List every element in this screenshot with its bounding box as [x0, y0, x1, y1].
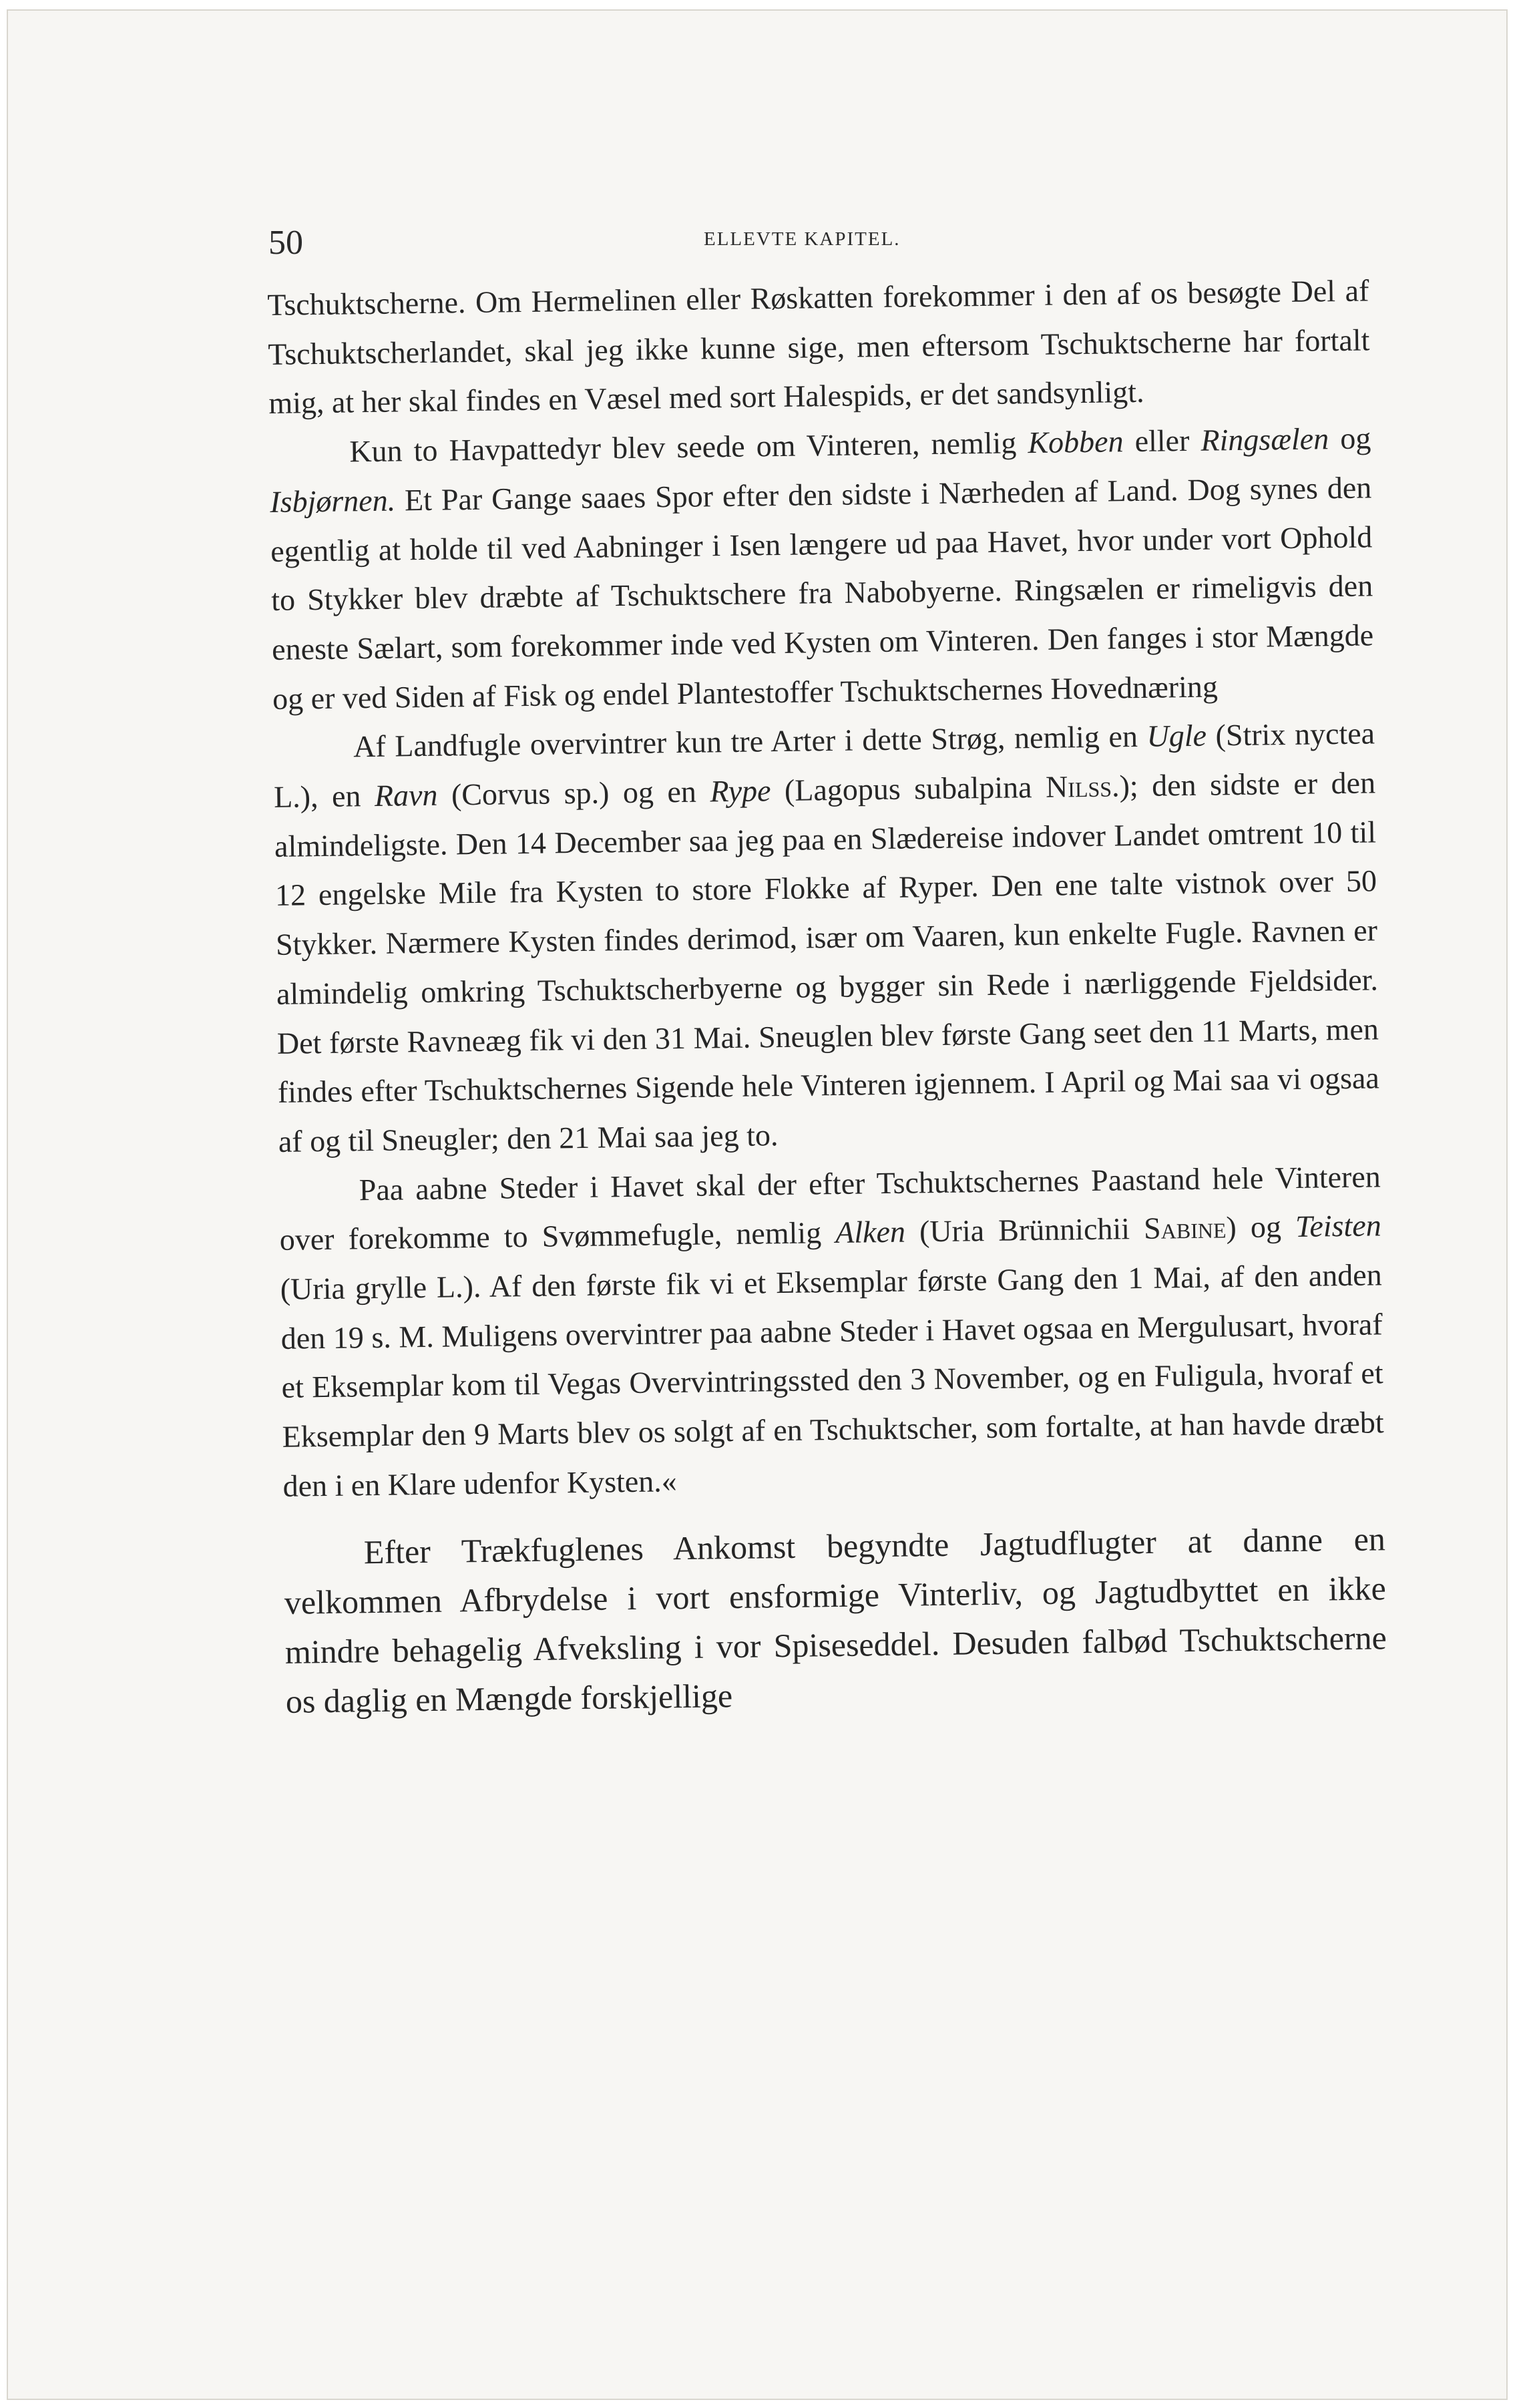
text-run: ) og: [1226, 1209, 1296, 1245]
text-run: og: [1328, 421, 1371, 456]
species-name: Ravn: [374, 777, 438, 813]
text-run: (Strix nyctea L.), en: [273, 716, 1375, 814]
page-number: 50: [268, 224, 303, 262]
species-name: Ugle: [1146, 718, 1207, 754]
paragraph-narrative: Efter Trækfuglenes Ankomst begyndte Jagtudflugter at danne en velkommen Afbrydelse i vort ensformige Vinterliv, og Jagtudbyttet en ikke mindre behagelig Afveksling i vor Spiseseddel. Desuden falbød Tschuktscherne os daglig en Mængde forskjellige: [284, 1519, 1387, 1720]
paragraph-sea-mammals: [269, 413, 1375, 723]
paragraph-land-birds: [273, 709, 1381, 1167]
species-name: Teisten: [1295, 1208, 1382, 1244]
species-name: Rype: [710, 773, 771, 809]
author-name: Nilss.: [1045, 769, 1120, 804]
text-run: (Uria Brünnichii: [905, 1211, 1144, 1249]
text-run: (Lagopus subalpina: [771, 769, 1046, 808]
author-name: Sabine: [1143, 1210, 1227, 1246]
species-name: Alken: [835, 1214, 906, 1250]
text-run: Af Landfugle overvintrer kun tre Arter i dette Strøg, nemlig en: [353, 719, 1147, 764]
text-run: Et Par Gange saaes Spor efter den sidste i Nærheden af Land. Dog synes den egentlig at holde til ved Aabninger i Isen længere ud paa Havet, hvor under vort Ophold to Stykker blev dræbte af Tschuktschere fra Nabobyerne. Ringsælen er rimeligvis den eneste Sælart, som forekommer inde ved Kysten om Vinteren. Den fanges i stor Mængde og er ved Siden af Fisk og endel Plantestoffer Tschuktschernes Hovednæring: [270, 470, 1374, 716]
paragraph-water-birds: [278, 1152, 1385, 1511]
quoted-report: [267, 266, 1385, 1511]
species-name: Ringsælen: [1201, 421, 1329, 457]
text-run: ); den sidste er den almindeligste. Den 14 December saa jeg paa en Slædereise indover Landet omtrent 10 til 12 engelske Mile fra Kysten to store Flokke af Ryper. Den ene talte vistnok over 50 Stykker. Nærmere Kysten findes derimod, især om Vaaren, kun enkelte Fugle. Ravnen er almindelig omkring Tschuktscherbyerne og bygger sin Rede i nærliggende Fjeldsider. Det første Ravneæg fik vi den 31 Mai. Sneuglen blev første Gang seet den 11 Marts, men findes efter Tschuktschernes Sigende hele Vinteren igjennem. I April og Mai saa vi ogsaa af og til Sneugler; den 21 Mai saa jeg to.: [274, 765, 1380, 1159]
paragraph-hermelin: Tschuktscherne. Om Hermelinen eller Røskatten forekommer i den af os besøgte Del af Tschuktscherlandet, skal jeg ikke kunne sige, men eftersom Tschuktscherne har fortalt mig, at her skal findes en Væsel med sort Halespids, er det sandsynligt.: [267, 273, 1370, 421]
body-text: [267, 266, 1387, 1726]
text-run: Paa aabne Steder i Havet skal der efter Tschuktschernes Paastand hele Vinteren over forekomme to Svømmefugle, nemlig: [279, 1159, 1381, 1257]
text-run: eller: [1123, 423, 1201, 459]
species-name: Isbjørnen.: [270, 483, 396, 519]
text-run: Kun to Havpattedyr blev seede om Vinteren, nemlig: [349, 425, 1028, 469]
text-run: (Corvus sp.) og en: [437, 774, 710, 812]
text-run: (Uria grylle L.). Af den første fik vi et Eksemplar første Gang den 1 Mai, af den anden den 19 s. M. Muligens overvintrer paa aabne Steder i Havet ogsaa en Mergulusart, hvoraf et Eksemplar kom til Vegas Overvintringssted den 3 November, og en Fuligula, hvoraf et Eksemplar den 9 Marts blev os solgt af en Tschuktscher, som fortalte, at han havde dræbt den i en Klare udenfor Kysten.«: [280, 1257, 1384, 1503]
species-name: Kobben: [1028, 424, 1124, 460]
running-head: ELLEVTE KAPITEL.: [704, 228, 901, 250]
